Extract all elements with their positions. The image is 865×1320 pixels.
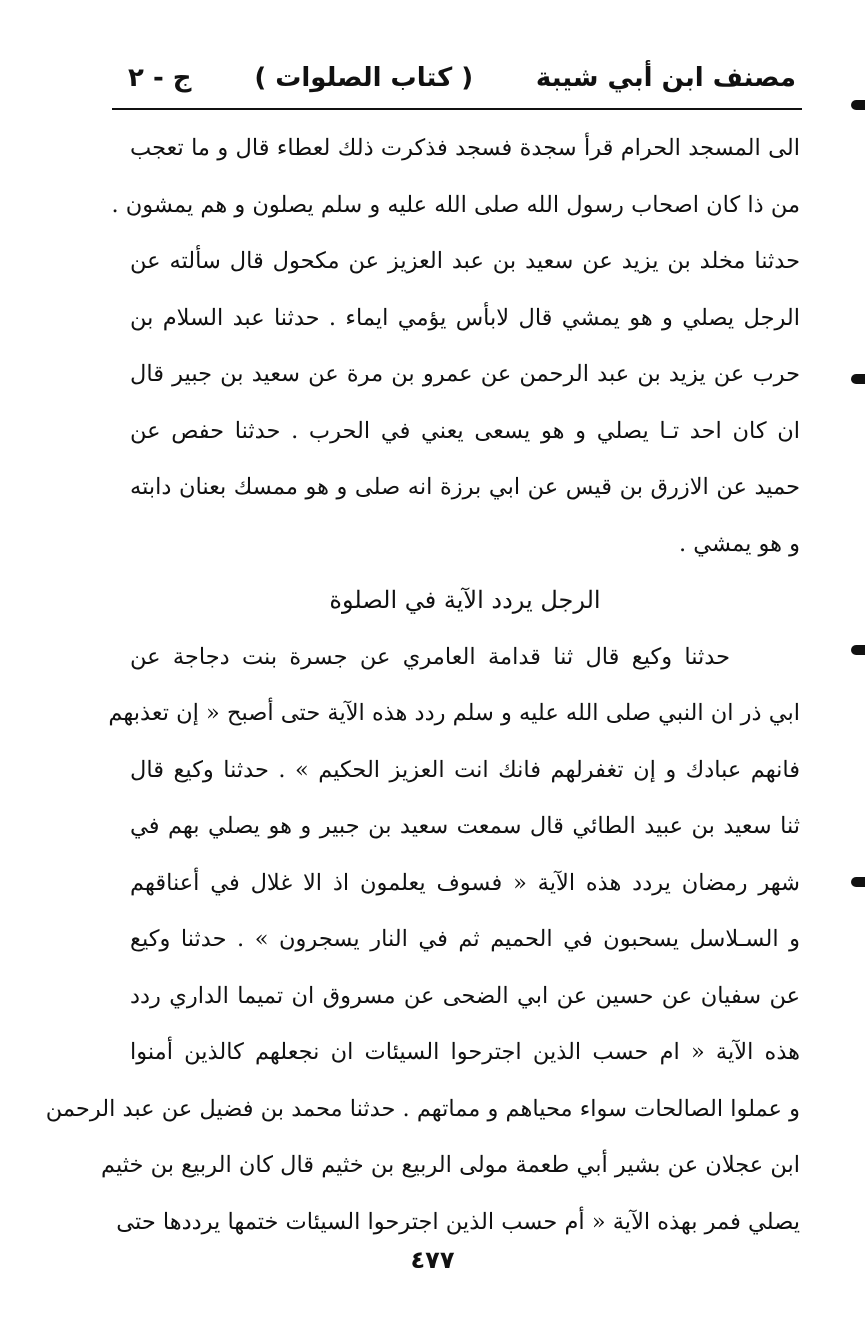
text-line: و عملوا الصالحات سواء محياهم و مماتهم . حدثنا محمد بن فضيل عن عبد الرحمن: [45, 1095, 800, 1122]
margin-mark: [851, 100, 865, 110]
text-line: و هو يمشي .: [678, 530, 800, 557]
text-line: شهر رمضان يردد هذه الآية « فسوف يعلمون اذ الا غلال في أعناقهم: [130, 869, 800, 896]
book-title: مصنف ابن أبي شيبة: [535, 63, 796, 93]
text-line: ثنا سعيد بن عبيد الطائي قال سمعت سعيد بن جبير و هو يصلي بهم في: [130, 813, 801, 839]
header-rule: [112, 108, 802, 110]
margin-mark: [851, 645, 865, 655]
text-line: فانهم عبادك و إن تغفرلهم فانك انت العزيز الحكيم » . حدثنا وكيع قال: [130, 756, 800, 783]
text-line: ابن عجلان عن بشير أبي طعمة مولى الربيع بن خثيم قال كان الربيع بن خثيم: [101, 1152, 800, 1178]
text-line: ابي ذر ان النبي صلى الله عليه و سلم ردد هذه الآية حتى أصبح « إن تعذبهم: [108, 700, 800, 726]
text-body: [45, 120, 801, 1250]
text-line: عن سفيان عن حسين عن ابي الضحى عن مسروق ان تميما الداري ردد: [130, 982, 800, 1009]
running-header: [128, 52, 796, 104]
text-line: هذه الآية « ام حسب الذين اجترحوا السيئات ان نجعلهم كالذين أمنوا: [130, 1039, 800, 1065]
page-number: ٤٧٧: [410, 1246, 455, 1274]
text-line: من ذا كان اصحاب رسول الله صلى الله عليه و سلم يصلون و هم يمشون .: [111, 191, 800, 218]
text-line: حدثنا مخلد بن يزيد عن سعيد بن عبد العزيز عن مكحول قال سألته عن: [130, 248, 800, 274]
text-line: حميد عن الازرق بن قيس عن ابي برزة انه صلى و هو ممسك بعنان دابته: [130, 474, 800, 500]
text-line: و السـلاسل يسحبون في الحميم ثم في النار يسجرون » . حدثنا وكيع: [130, 926, 800, 952]
text-line: حرب عن يزيد بن عبد الرحمن عن عمرو بن مرة عن سعيد بن جبير قال: [130, 361, 800, 387]
chapter-heading: الرجل يردد الآية في الصلوة: [329, 586, 601, 614]
margin-mark: [851, 374, 865, 384]
volume-number: ج - ٢: [128, 63, 192, 93]
text-line: يصلي فمر بهذه الآية « أم حسب الذين اجترحوا السيئات ختمها يرددها حتى: [116, 1208, 800, 1235]
text-line: الى المسجد الحرام قرأ سجدة فسجد فذكرت ذلك لعطاء قال و ما تعجب: [130, 135, 800, 161]
margin-mark: [851, 877, 865, 887]
section-title: ( كتاب الصلوات ): [254, 63, 474, 93]
text-line: حدثنا وكيع قال ثنا قدامة العامري عن جسرة بنت دجاجة عن: [130, 643, 730, 670]
text-line: ان كان احد تـا يصلي و هو يسعى يعني في الحرب . حدثنا حفص عن: [130, 417, 800, 444]
text-line: الرجل يصلي و هو يمشي قال لابأس يؤمي ايماء . حدثنا عبد السلام بن: [130, 304, 800, 331]
